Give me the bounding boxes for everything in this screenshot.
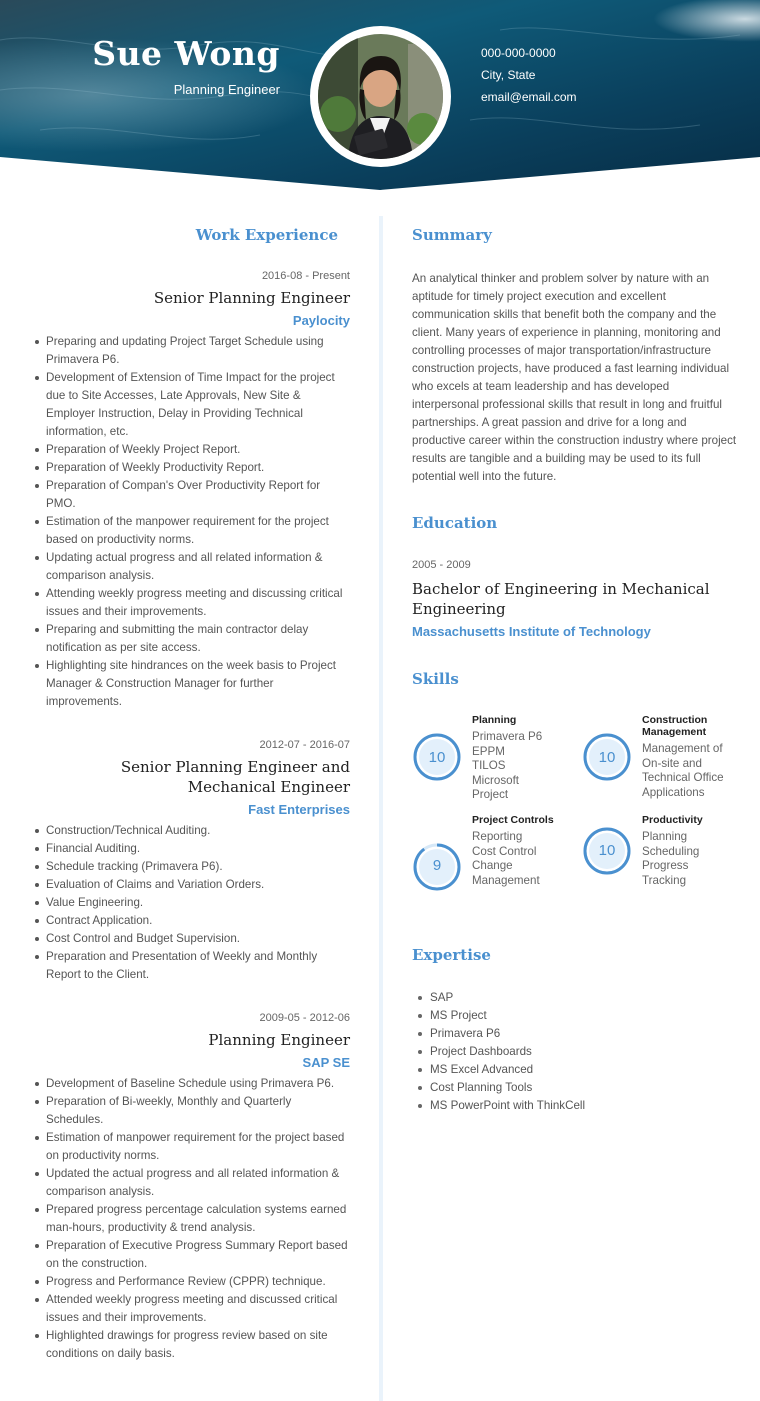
avatar: [318, 34, 443, 159]
list-item: Development of Baseline Schedule using Primavera P6.: [30, 1075, 350, 1093]
list-item: Attending weekly progress meeting and discussing critical issues and their improvements.: [30, 585, 350, 621]
skill-item: Microsoft: [472, 773, 520, 787]
skill-item: Applications: [642, 785, 705, 799]
education-entry: [412, 559, 737, 639]
list-item: Financial Auditing.: [30, 840, 350, 858]
job-title: Senior Planning Engineer and Mechanical Engineer: [120, 758, 350, 796]
list-item: Construction/Technical Auditing.: [30, 822, 350, 840]
education-degree: Bachelor of Engineering in Mechanical Engineering: [412, 580, 710, 618]
expertise-list: [412, 989, 737, 1115]
list-item: Cost Control and Budget Supervision.: [30, 930, 350, 948]
list-item: Updating actual progress and all related information & comparison analysis.: [30, 549, 350, 585]
work-experience-heading: Work Experience: [196, 226, 338, 244]
job-bullets: [30, 822, 350, 984]
job-company: Fast Enterprises: [248, 802, 350, 817]
phone-text: 000-000-0000: [481, 46, 556, 60]
skill-name: Project Controls: [472, 814, 554, 826]
job-entry: [30, 270, 350, 711]
list-item: Cost Planning Tools: [412, 1079, 737, 1097]
skill-item: Management of: [642, 742, 723, 755]
skill-item: Project: [472, 788, 509, 801]
skill-item: Progress: [642, 859, 689, 872]
skill-name: Productivity: [642, 814, 703, 826]
list-item: Project Dashboards: [412, 1043, 737, 1061]
skill-name: Construction Management: [642, 714, 708, 738]
list-item: Preparation of Compan's Over Productivity Report for PMO.: [30, 477, 350, 513]
list-item: Value Engineering.: [30, 894, 350, 912]
candidate-name: Sue Wong: [92, 34, 280, 73]
list-item: MS Project: [412, 1007, 737, 1025]
list-item: Highlighting site hindrances on the week basis to Project Manager & Construction Manager for further improvements.: [30, 657, 350, 711]
skill-item: EPPM: [472, 744, 505, 758]
column-divider: [379, 216, 383, 1401]
skill-name: Planning: [472, 714, 517, 726]
job-dates: 2012-07 - 2016-07: [259, 739, 350, 751]
skill-item: Scheduling: [642, 844, 700, 858]
skill-item: Management: [472, 873, 540, 887]
list-item: MS Excel Advanced: [412, 1061, 737, 1079]
list-item: Preparation of Executive Progress Summary Report based on the construction.: [30, 1237, 350, 1273]
contact-info: [481, 42, 577, 108]
skill-item: Technical Office: [642, 771, 724, 784]
skill-item: Primavera P6: [472, 730, 543, 743]
list-item: Estimation of manpower requirement for the project based on productivity norms.: [30, 1129, 350, 1165]
education-heading: Education: [412, 514, 497, 532]
job-entry: [30, 739, 350, 984]
skill-item: Reporting: [472, 830, 523, 843]
skill-level: 10: [598, 842, 616, 859]
profile-photo: [310, 26, 451, 167]
job-dates: 2009-05 - 2012-06: [259, 1012, 350, 1024]
list-item: Preparation and Presentation of Weekly and Monthly Report to the Client.: [30, 948, 350, 984]
job-bullets: [30, 333, 350, 711]
skill-item: Cost Control: [472, 844, 537, 858]
list-item: Primavera P6: [412, 1025, 737, 1043]
education-dates: 2005 - 2009: [412, 559, 471, 571]
list-item: SAP: [412, 989, 737, 1007]
list-item: Preparation of Weekly Project Report.: [30, 441, 350, 459]
skill-items: [642, 742, 752, 800]
list-item: Attended weekly progress meeting and discussed critical issues and their improvements.: [30, 1291, 350, 1327]
list-item: Schedule tracking (Primavera P6).: [30, 858, 350, 876]
header-banner: [0, 0, 760, 192]
expertise-heading: Expertise: [412, 946, 491, 964]
skill-item: Tracking: [642, 873, 687, 887]
location-text: City, State: [481, 68, 536, 82]
skill-item: Change: [472, 859, 513, 872]
skill-level: 9: [432, 857, 442, 874]
skill-items: [642, 830, 752, 888]
list-item: Updated the actual progress and all related information & comparison analysis.: [30, 1165, 350, 1201]
list-item: MS PowerPoint with ThinkCell: [412, 1097, 737, 1115]
job-entry: [30, 1012, 350, 1363]
email-text: email@email.com: [481, 90, 577, 104]
job-bullets: [30, 1075, 350, 1363]
skill-item: Planning: [642, 830, 688, 843]
list-item: Contract Application.: [30, 912, 350, 930]
list-item: Preparation of Weekly Productivity Report.: [30, 459, 350, 477]
job-company: Paylocity: [292, 313, 350, 328]
list-item: Progress and Performance Review (CPPR) technique.: [30, 1273, 350, 1291]
list-item: Preparing and submitting the main contractor delay notification as per site access.: [30, 621, 350, 657]
job-title: Planning Engineer: [208, 1031, 350, 1049]
job-title: Senior Planning Engineer: [153, 289, 350, 307]
summary-heading: Summary: [412, 226, 492, 244]
skill-items: [472, 730, 582, 803]
skills-heading: Skills: [412, 670, 459, 688]
list-item: Development of Extension of Time Impact for the project due to Site Accesses, Late Approvals, New Site & Employer Instruction, Delay in Providing Technical information, etc.: [30, 369, 350, 441]
summary-text: An analytical thinker and problem solver by nature with an aptitude for timely project execution and excellent communication skills that benefit both the company and the client. Many years of experience in planning, monitoring and controlling processes of major transportation/infrastructure construction projects, have produced a fast learning individual who excels at team leadership and has developed interpersonal professional skills that result in long and fruitful partnerships. A great passion and drive for a long and productive career within the construction industry where project results are tangible and a building may be used to its full potential well into the future.: [412, 272, 737, 483]
list-item: Preparing and updating Project Target Schedule using Primavera P6.: [30, 333, 350, 369]
skill-level: 10: [428, 749, 446, 766]
job-company: SAP SE: [302, 1055, 350, 1070]
candidate-title: Planning Engineer: [173, 82, 280, 97]
list-item: Evaluation of Claims and Variation Orders.: [30, 876, 350, 894]
education-school: Massachusetts Institute of Technology: [412, 624, 651, 639]
list-item: Highlighted drawings for progress review based on site conditions on daily basis.: [30, 1327, 350, 1363]
list-item: Preparation of Bi-weekly, Monthly and Quarterly Schedules.: [30, 1093, 350, 1129]
skill-level: 10: [598, 749, 616, 766]
skill-items: [472, 830, 582, 888]
job-dates: 2016-08 - Present: [261, 270, 350, 282]
skill-item: TILOS: [472, 759, 506, 772]
list-item: Prepared progress percentage calculation systems earned man-hours, productivity & trend analysis.: [30, 1201, 350, 1237]
list-item: Estimation of the manpower requirement for the project based on productivity norms.: [30, 513, 350, 549]
skill-item: On-site and: [642, 756, 702, 770]
